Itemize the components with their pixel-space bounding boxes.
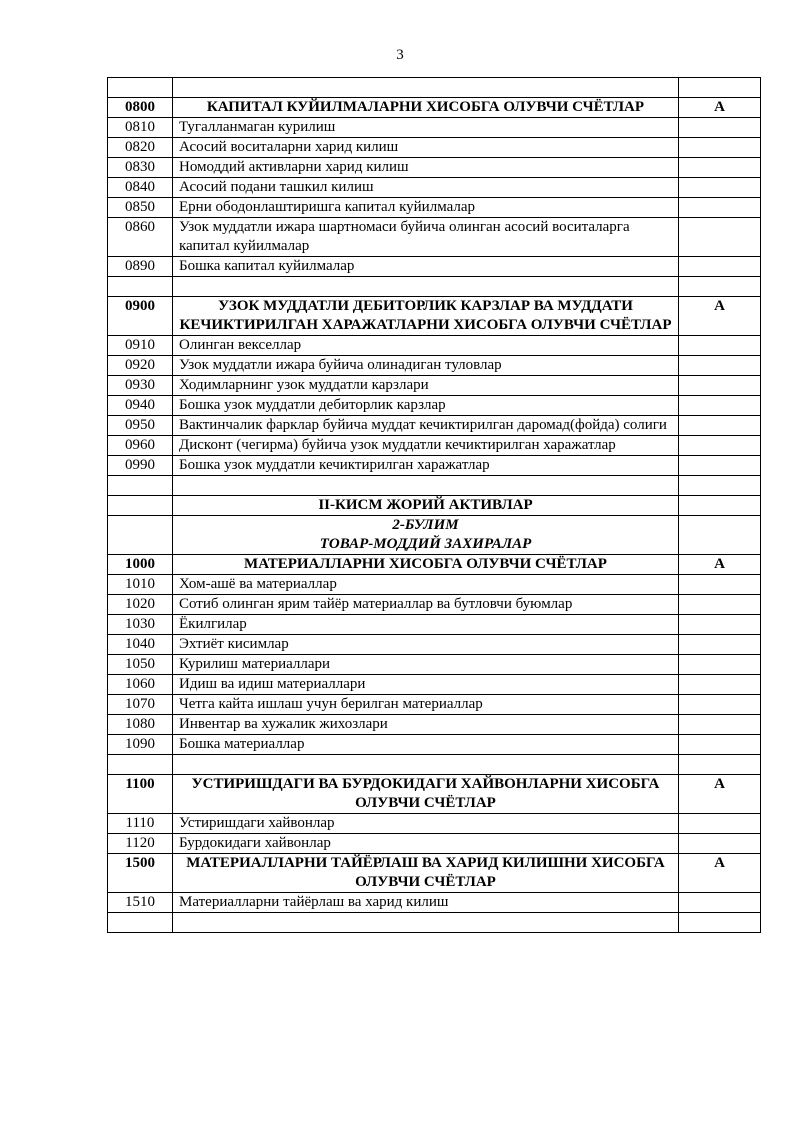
account-type: [679, 178, 761, 198]
account-code: 1060: [108, 675, 173, 695]
account-title: Хом-ашё ва материаллар: [173, 575, 679, 595]
empty-cell: [173, 277, 679, 297]
account-row: [108, 257, 761, 277]
account-type: [679, 376, 761, 396]
account-type: А: [679, 775, 761, 814]
account-code: 1100: [108, 775, 173, 814]
chapter-row: [108, 516, 761, 555]
empty-cell: [108, 516, 173, 555]
empty-cell: [679, 496, 761, 516]
empty-cell: [679, 913, 761, 933]
account-type: [679, 715, 761, 735]
account-group-row: [108, 555, 761, 575]
account-code: 1050: [108, 655, 173, 675]
account-type: [679, 893, 761, 913]
account-type: А: [679, 555, 761, 575]
account-title: Материалларни тайёрлаш ва харид килиш: [173, 893, 679, 913]
account-code: 1070: [108, 695, 173, 715]
account-type: [679, 218, 761, 257]
account-row: [108, 456, 761, 476]
account-row: [108, 715, 761, 735]
empty-cell: [679, 516, 761, 555]
account-title: Инвентар ва хужалик жихозлари: [173, 715, 679, 735]
account-type: [679, 416, 761, 436]
account-row: [108, 218, 761, 257]
account-code: 1510: [108, 893, 173, 913]
account-row: [108, 834, 761, 854]
account-row: [108, 436, 761, 456]
empty-cell: [679, 755, 761, 775]
empty-cell: [173, 476, 679, 496]
account-row: [108, 416, 761, 436]
empty-cell: [679, 277, 761, 297]
account-code: 0840: [108, 178, 173, 198]
account-type: [679, 735, 761, 755]
account-code: 0830: [108, 158, 173, 178]
empty-cell: [173, 78, 679, 98]
account-title: МАТЕРИАЛЛАРНИ ТАЙЁРЛАШ ВА ХАРИД КИЛИШНИ ХИСОБГА ОЛУВЧИ СЧЁТЛАР: [173, 854, 679, 893]
account-code: 0800: [108, 98, 173, 118]
account-row: [108, 893, 761, 913]
account-title: Номоддий активларни харид килиш: [173, 158, 679, 178]
chapter-name: ТОВАР-МОДДИЙ ЗАХИРАЛАР: [319, 536, 532, 552]
account-code: 0920: [108, 356, 173, 376]
account-row: [108, 655, 761, 675]
account-row: [108, 675, 761, 695]
account-code: 0950: [108, 416, 173, 436]
account-title: Бошка узок муддатли кечиктирилган харажатлар: [173, 456, 679, 476]
account-type: [679, 198, 761, 218]
account-title: Тугалланмаган курилиш: [173, 118, 679, 138]
account-title: Четга кайта ишлаш учун берилган материаллар: [173, 695, 679, 715]
account-row: [108, 198, 761, 218]
account-code: 1010: [108, 575, 173, 595]
empty-cell: [108, 277, 173, 297]
account-title: Олинган векселлар: [173, 336, 679, 356]
account-type: [679, 695, 761, 715]
account-code: 1040: [108, 635, 173, 655]
account-title: Бошка материаллар: [173, 735, 679, 755]
account-title: УЗОК МУДДАТЛИ ДЕБИТОРЛИК КАРЗЛАР ВА МУДДАТИ КЕЧИКТИРИЛГАН ХАРАЖАТЛАРНИ ХИСОБГА ОЛУВЧИ СЧЁТЛАР: [173, 297, 679, 336]
account-code: 1020: [108, 595, 173, 615]
empty-cell: [108, 78, 173, 98]
account-title: Узок муддатли ижара шартномаси буйича олинган асосий воситаларга капитал куйилмалар: [173, 218, 679, 257]
chapter-number: 2-БУЛИМ: [392, 517, 459, 533]
account-title: Сотиб олинган ярим тайёр материаллар ва бутловчи буюмлар: [173, 595, 679, 615]
account-code: 1120: [108, 834, 173, 854]
empty-cell: [108, 913, 173, 933]
account-title: МАТЕРИАЛЛАРНИ ХИСОБГА ОЛУВЧИ СЧЁТЛАР: [173, 555, 679, 575]
account-title: Устиришдаги хайвонлар: [173, 814, 679, 834]
account-title: Узок муддатли ижара буйича олинадиган туловлар: [173, 356, 679, 376]
account-type: [679, 595, 761, 615]
account-code: 0930: [108, 376, 173, 396]
account-code: 1030: [108, 615, 173, 635]
account-title: Курилиш материаллари: [173, 655, 679, 675]
empty-cell: [108, 496, 173, 516]
empty-cell: [679, 476, 761, 496]
account-title: Бурдокидаги хайвонлар: [173, 834, 679, 854]
account-title: Асосий подани ташкил килиш: [173, 178, 679, 198]
account-code: 1110: [108, 814, 173, 834]
spacer-row: [108, 78, 761, 98]
account-type: [679, 396, 761, 416]
spacer-row: [108, 755, 761, 775]
section-title: II-КИСМ ЖОРИЙ АКТИВЛАР: [173, 496, 679, 516]
empty-cell: [108, 755, 173, 775]
account-row: [108, 158, 761, 178]
account-type: [679, 257, 761, 277]
account-type: [679, 655, 761, 675]
account-title: УСТИРИШДАГИ ВА БУРДОКИДАГИ ХАЙВОНЛАРНИ ХИСОБГА ОЛУВЧИ СЧЁТЛАР: [173, 775, 679, 814]
account-title: Вактинчалик фарклар буйича муддат кечиктирилган даромад(фойда) солиги: [173, 416, 679, 436]
account-code: 0890: [108, 257, 173, 277]
account-type: [679, 635, 761, 655]
account-code: 1080: [108, 715, 173, 735]
account-code: 0860: [108, 218, 173, 257]
account-title: Эхтиёт кисимлар: [173, 635, 679, 655]
account-row: [108, 635, 761, 655]
account-row: [108, 356, 761, 376]
account-type: [679, 336, 761, 356]
account-type: А: [679, 98, 761, 118]
account-row: [108, 396, 761, 416]
account-row: [108, 615, 761, 635]
account-title: Ерни ободонлаштиришга капитал куйилмалар: [173, 198, 679, 218]
account-type: [679, 138, 761, 158]
account-title: Ходимларнинг узок муддатли карзлари: [173, 376, 679, 396]
account-code: 0850: [108, 198, 173, 218]
account-type: [679, 356, 761, 376]
account-group-row: [108, 854, 761, 893]
account-type: [679, 456, 761, 476]
chart-of-accounts-table: [107, 77, 761, 933]
account-group-row: [108, 98, 761, 118]
spacer-row: [108, 277, 761, 297]
account-row: [108, 595, 761, 615]
account-type: [679, 158, 761, 178]
account-title: Бошка капитал куйилмалар: [173, 257, 679, 277]
account-title: Асосий воситаларни харид килиш: [173, 138, 679, 158]
account-type: А: [679, 854, 761, 893]
account-type: [679, 436, 761, 456]
account-title: Ёкилгилар: [173, 615, 679, 635]
account-row: [108, 814, 761, 834]
account-code: 0960: [108, 436, 173, 456]
page-number: 3: [396, 47, 404, 63]
account-type: [679, 118, 761, 138]
account-row: [108, 735, 761, 755]
account-row: [108, 138, 761, 158]
account-group-row: [108, 775, 761, 814]
account-row: [108, 118, 761, 138]
account-code: 0910: [108, 336, 173, 356]
empty-cell: [173, 913, 679, 933]
account-code: 0990: [108, 456, 173, 476]
account-title: Идиш ва идиш материаллари: [173, 675, 679, 695]
spacer-row: [108, 913, 761, 933]
account-type: [679, 615, 761, 635]
account-type: А: [679, 297, 761, 336]
account-type: [679, 834, 761, 854]
account-row: [108, 336, 761, 356]
chapter-title-cell: [173, 516, 679, 555]
account-row: [108, 178, 761, 198]
account-title: Бошка узок муддатли дебиторлик карзлар: [173, 396, 679, 416]
account-title: КАПИТАЛ КУЙИЛМАЛАРНИ ХИСОБГА ОЛУВЧИ СЧЁТЛАР: [173, 98, 679, 118]
empty-cell: [173, 755, 679, 775]
empty-cell: [108, 476, 173, 496]
account-code: 0900: [108, 297, 173, 336]
section-row: [108, 496, 761, 516]
account-row: [108, 695, 761, 715]
account-code: 0810: [108, 118, 173, 138]
spacer-row: [108, 476, 761, 496]
account-row: [108, 575, 761, 595]
account-code: 0820: [108, 138, 173, 158]
account-code: 1000: [108, 555, 173, 575]
account-code: 1090: [108, 735, 173, 755]
account-type: [679, 814, 761, 834]
account-row: [108, 376, 761, 396]
account-group-row: [108, 297, 761, 336]
account-title: Дисконт (чегирма) буйича узок муддатли кечиктирилган харажатлар: [173, 436, 679, 456]
account-type: [679, 675, 761, 695]
account-code: 1500: [108, 854, 173, 893]
empty-cell: [679, 78, 761, 98]
account-code: 0940: [108, 396, 173, 416]
account-type: [679, 575, 761, 595]
